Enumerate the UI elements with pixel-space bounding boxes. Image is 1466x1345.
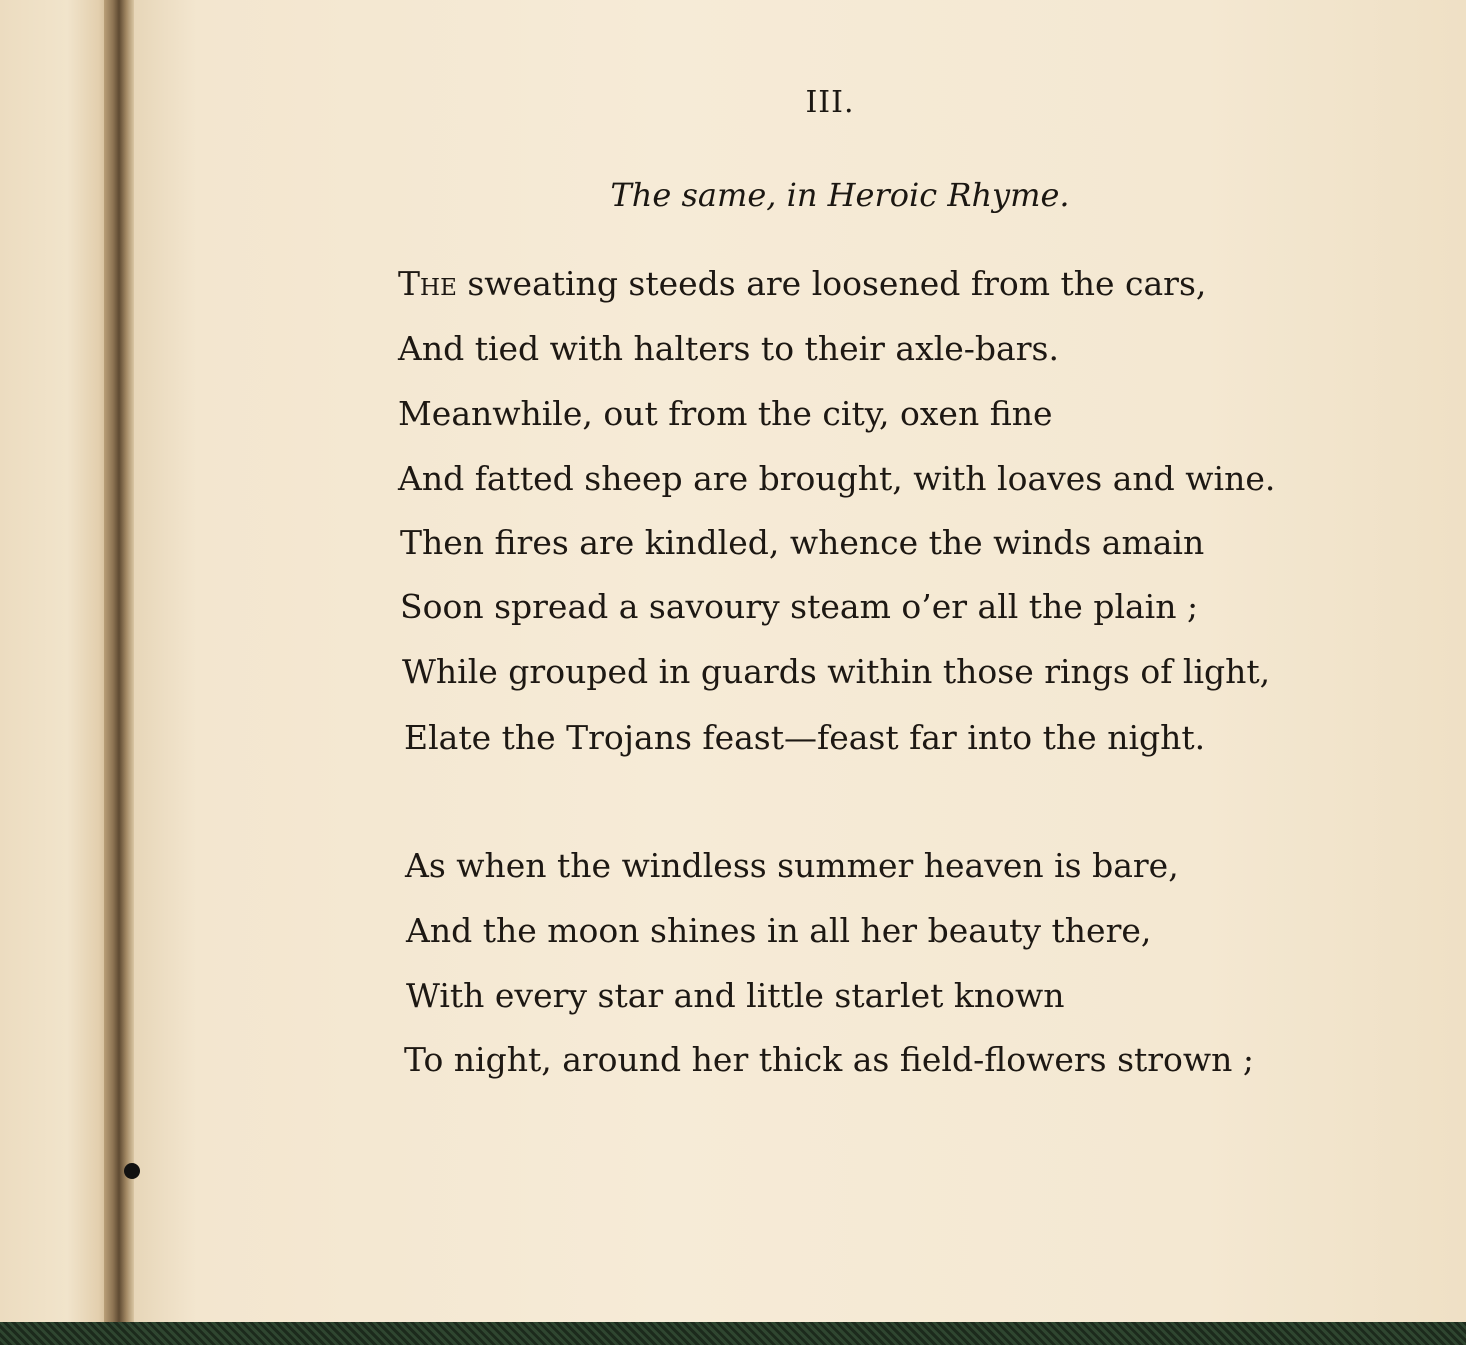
book-spine-gutter: [104, 0, 134, 1332]
section-subtitle: The same, in Heroic Rhyme.: [610, 176, 1070, 214]
verse-line: [398, 264, 1206, 303]
book-cover-edge: [0, 1322, 1466, 1345]
verse-line: And the moon shines in all her beauty there,: [406, 911, 1152, 950]
verse-line: Elate the Trojans feast—feast far into the night.: [404, 718, 1206, 757]
verse-line: Then fires are kindled, whence the winds amain: [400, 523, 1205, 562]
book-page-edge: [0, 0, 112, 1332]
verse-line: Meanwhile, out from the city, oxen fine: [398, 394, 1053, 433]
verse-line: While grouped in guards within those rings of light,: [402, 652, 1271, 691]
verse-line-text: sweating steeds are loosened from the cars,: [467, 264, 1207, 303]
verse-line: And tied with halters to their axle-bars.: [398, 329, 1059, 368]
verse-line: Soon spread a savoury steam o’er all the plain ;: [400, 587, 1199, 626]
verse-line: With every star and little starlet known: [406, 976, 1065, 1015]
binding-hole: [124, 1163, 140, 1179]
verse-line: And fatted sheep are brought, with loaves and wine.: [398, 459, 1276, 498]
verse-line: As when the windless summer heaven is bare,: [405, 846, 1179, 885]
section-number: III.: [805, 85, 855, 120]
verse-line: To night, around her thick as field-flowers strown ;: [404, 1040, 1255, 1079]
verse-first-word: The: [398, 264, 457, 303]
